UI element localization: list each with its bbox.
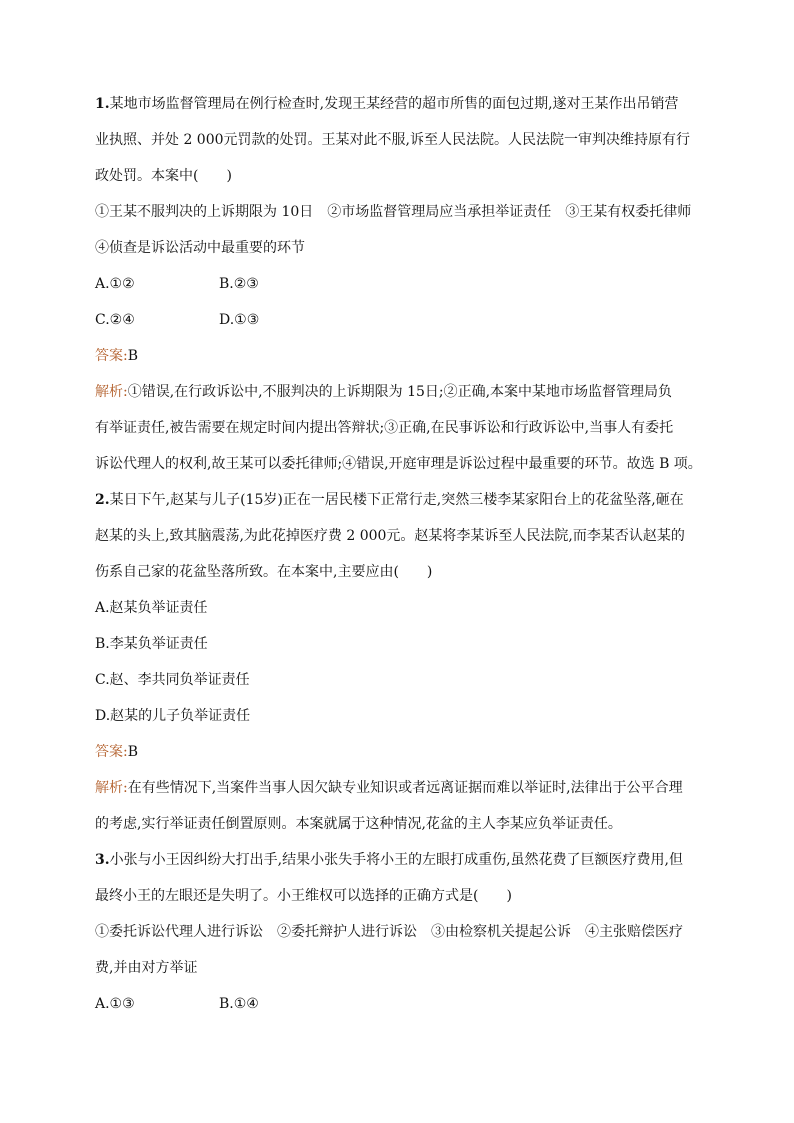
q3-item-3: ③由检察机关提起公诉: [431, 924, 571, 940]
q2-answer-label: 答案:: [95, 744, 128, 760]
q2-analysis-line-2: 的考虑,实行举证责任倒置原则。本案就属于这种情况,花盆的主人李某应负举证责任。: [95, 816, 622, 832]
q2-analysis-line-1: 解析:在有些情况下,当案件当事人因欠缺专业知识或者远离证据而难以举证时,法律出于公平合理: [95, 780, 683, 796]
q1-option-d: D.①③: [219, 312, 260, 328]
q3-stem-line-2: 最终小王的左眼还是失明了。小王维权可以选择的正确方式是( ): [95, 888, 512, 904]
q2-option-c: C.赵、李共同负举证责任: [95, 672, 250, 688]
q2-answer: [95, 744, 705, 761]
q3-number: 3.: [95, 852, 110, 868]
q1-answer-label: 答案:: [95, 348, 128, 364]
q2-analysis-label: 解析:: [95, 780, 128, 796]
q1-items-line-1: [95, 204, 705, 221]
q3-items-line-2: 费,并由对方举证: [95, 960, 198, 976]
q1-number: 1.: [95, 96, 110, 112]
q1-option-c: C.②④: [95, 312, 135, 328]
q1-options-row-2: [95, 312, 705, 329]
q2-number: 2.: [95, 492, 110, 508]
q2-stem-line-1: 2.某日下午,赵某与儿子(15岁)正在一居民楼下正常行走,突然三楼李某家阳台上的花盆坠落,砸在: [95, 492, 684, 508]
q3-stem-line-1: 3.小张与小王因纠纷大打出手,结果小张失手将小王的左眼打成重伤,虽然花费了巨额医疗费用,但: [95, 852, 683, 868]
q2-option-d: D.赵某的儿子负举证责任: [95, 708, 251, 724]
q2-answer-value: B: [127, 744, 139, 760]
q3-item-1: ①委托诉讼代理人进行诉讼: [95, 924, 263, 940]
q1-analysis-line-3: 诉讼代理人的权利,故王某可以委托律师;④错误,开庭审理是诉讼过程中最重要的环节。故选 B 项。: [95, 456, 702, 472]
q1-item-4: ④侦查是诉讼活动中最重要的环节: [95, 240, 305, 256]
q2-stem-line-3: 伤系自己家的花盆坠落所致。在本案中,主要应由( ): [95, 564, 433, 580]
q1-answer-value: B: [127, 348, 139, 364]
q3-item-2: ②委托辩护人进行诉讼: [277, 924, 417, 940]
q1-item-2: ②市场监督管理局应当承担举证责任: [327, 204, 552, 220]
document-page: [95, 96, 705, 1032]
q3-option-b: B.①④: [219, 996, 259, 1012]
q1-analysis-line-1: 解析:①错误,在行政诉讼中,不服判决的上诉期限为 15日;②正确,本案中某地市场监督管理局负: [95, 384, 673, 400]
q1-analysis-line-2: 有举证责任,被告需要在规定时间内提出答辩状;③正确,在民事诉讼和行政诉讼中,当事人有委托: [95, 420, 674, 436]
q2-option-b: B.李某负举证责任: [95, 636, 208, 652]
q3-items-line-1: [95, 924, 705, 941]
q1-stem-line-1: 1.某地市场监督管理局在例行检查时,发现王某经营的超市所售的面包过期,遂对王某作出吊销营: [95, 96, 679, 112]
q3-item-4: ④主张赔偿医疗: [585, 924, 683, 940]
q2-option-a: A.赵某负举证责任: [95, 600, 208, 616]
q3-options-row-1: [95, 996, 705, 1013]
q1-stem-line-2: 业执照、并处 2 000元罚款的处罚。王某对此不服,诉至人民法院。人民法院一审判决维持原有行: [95, 132, 690, 148]
q1-item-3: ③王某有权委托律师: [565, 204, 692, 220]
q1-answer: [95, 348, 705, 365]
q1-options-row-1: [95, 276, 705, 293]
q1-item-1: ①王某不服判决的上诉期限为 10日: [95, 204, 314, 220]
q1-stem-line-3: 政处罚。本案中( ): [95, 168, 232, 184]
q3-option-a: A.①③: [95, 996, 135, 1012]
q2-stem-line-2: 赵某的头上,致其脑震荡,为此花掉医疗费 2 000元。赵某将李某诉至人民法院,而李某否认赵某的: [95, 528, 685, 544]
q1-option-a: A.①②: [95, 276, 135, 292]
q1-items-line-2: [95, 240, 705, 257]
q1-option-b: B.②③: [219, 276, 259, 292]
q1-analysis-label: 解析:: [95, 384, 128, 400]
